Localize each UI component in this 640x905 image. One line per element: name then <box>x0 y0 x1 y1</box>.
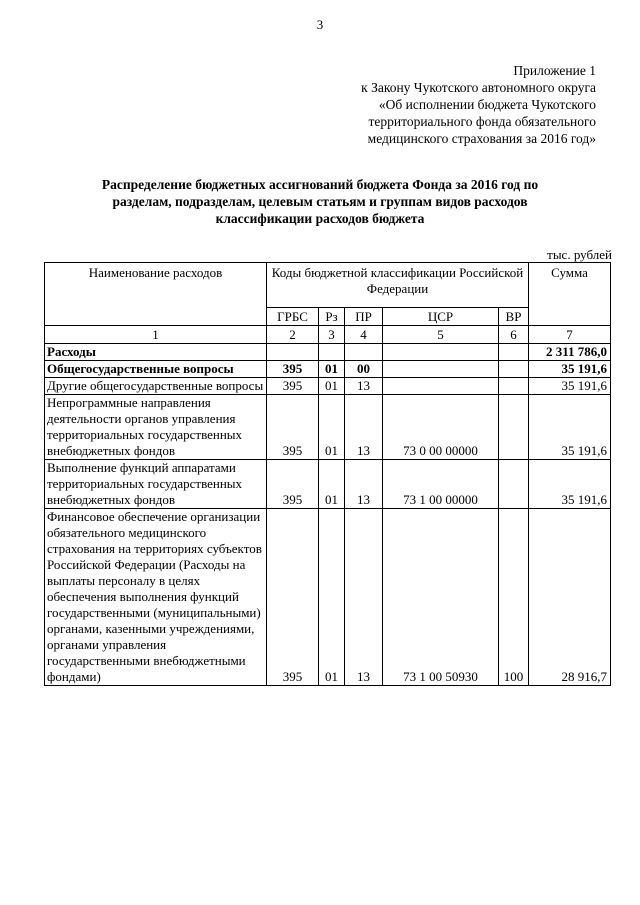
cell-csr: 73 1 00 00000 <box>383 460 499 509</box>
cell-pr: 13 <box>345 395 383 460</box>
cell-pr <box>345 344 383 361</box>
header-grbs: ГРБС <box>267 308 319 326</box>
table-row <box>45 361 611 378</box>
cell-grbs: 395 <box>267 395 319 460</box>
col-number: 1 <box>45 326 267 344</box>
table-row <box>45 509 611 686</box>
header-vr: ВР <box>499 308 529 326</box>
column-number-row <box>45 326 611 344</box>
cell-rz: 01 <box>319 378 345 395</box>
cell-sum: 35 191,6 <box>529 460 611 509</box>
cell-sum: 35 191,6 <box>529 361 611 378</box>
cell-pr: 13 <box>345 378 383 395</box>
cell-csr: 73 0 00 00000 <box>383 395 499 460</box>
cell-sum: 28 916,7 <box>529 509 611 686</box>
cell-vr <box>499 344 529 361</box>
appendix-line: «Об исполнении бюджета Чукотского <box>378 97 596 112</box>
cell-sum: 2 311 786,0 <box>529 344 611 361</box>
cell-name: Общегосударственные вопросы <box>45 361 267 378</box>
cell-grbs: 395 <box>267 378 319 395</box>
table-row <box>45 460 611 509</box>
document-title <box>40 176 600 227</box>
header-sum: Сумма <box>529 263 611 326</box>
cell-grbs: 395 <box>267 460 319 509</box>
cell-grbs <box>267 344 319 361</box>
budget-table <box>44 262 611 686</box>
cell-pr: 13 <box>345 460 383 509</box>
table-row <box>45 395 611 460</box>
col-number: 6 <box>499 326 529 344</box>
cell-name: Финансовое обеспечение организации обязательного медицинского страхования на территориях субъектов Российской Федерации (Расходы на выплаты персоналу в целях обеспечения выполнения функций государственными (муниципальными) органами, казенными учреждениями, органами управления государственными внебюджетными фондами) <box>45 509 267 686</box>
cell-grbs: 395 <box>267 361 319 378</box>
cell-pr: 00 <box>345 361 383 378</box>
cell-rz: 01 <box>319 361 345 378</box>
header-name: Наименование расходов <box>45 263 267 326</box>
cell-vr <box>499 395 529 460</box>
header-csr: ЦСР <box>383 308 499 326</box>
cell-csr: 73 1 00 50930 <box>383 509 499 686</box>
table-row <box>45 378 611 395</box>
col-number: 7 <box>529 326 611 344</box>
cell-rz: 01 <box>319 460 345 509</box>
cell-csr <box>383 361 499 378</box>
header-rz: Рз <box>319 308 345 326</box>
cell-sum: 35 191,6 <box>529 395 611 460</box>
cell-name: Непрограммные направления деятельности органов управления территориальных государственных внебюджетных фондов <box>45 395 267 460</box>
table-header-row <box>45 263 611 308</box>
cell-rz <box>319 344 345 361</box>
cell-vr <box>499 378 529 395</box>
title-line: разделам, подразделам, целевым статьям и группам видов расходов <box>112 194 528 209</box>
header-codes: Коды бюджетной классификации Российской Федерации <box>267 263 529 308</box>
table-row <box>45 344 611 361</box>
units-label: тыс. рублей <box>547 247 612 262</box>
cell-name: Другие общегосударственные вопросы <box>45 378 267 395</box>
cell-csr <box>383 378 499 395</box>
cell-sum: 35 191,6 <box>529 378 611 395</box>
cell-pr: 13 <box>345 509 383 686</box>
page-number: 3 <box>316 17 324 32</box>
cell-name: Расходы <box>45 344 267 361</box>
appendix-block <box>361 62 596 147</box>
cell-grbs: 395 <box>267 509 319 686</box>
cell-vr <box>499 361 529 378</box>
header-pr: ПР <box>345 308 383 326</box>
col-number: 2 <box>267 326 319 344</box>
appendix-line: Приложение 1 <box>513 63 596 78</box>
appendix-line: медицинского страхования за 2016 год» <box>367 131 596 146</box>
col-number: 5 <box>383 326 499 344</box>
appendix-line: к Закону Чукотского автономного округа <box>361 80 596 95</box>
title-line: классификации расходов бюджета <box>215 211 425 226</box>
cell-vr <box>499 460 529 509</box>
cell-vr: 100 <box>499 509 529 686</box>
cell-name: Выполнение функций аппаратами территориальных государственных внебюджетных фондов <box>45 460 267 509</box>
cell-rz: 01 <box>319 509 345 686</box>
title-line: Распределение бюджетных ассигнований бюджета Фонда за 2016 год по <box>101 177 539 192</box>
col-number: 3 <box>319 326 345 344</box>
cell-rz: 01 <box>319 395 345 460</box>
col-number: 4 <box>345 326 383 344</box>
appendix-line: территориального фонда обязательного <box>368 114 596 129</box>
cell-csr <box>383 344 499 361</box>
